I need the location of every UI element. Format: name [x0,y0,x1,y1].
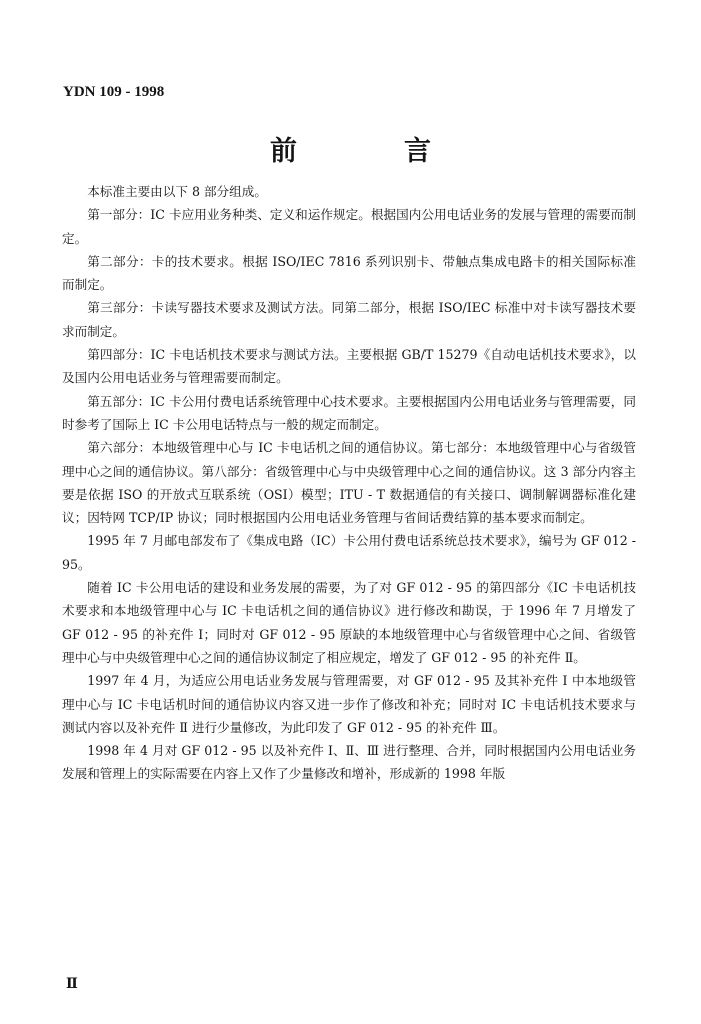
paragraph: 随着 IC 卡公用电话的建设和业务发展的需要，为了对 GF 012 - 95 的第四部分《IC 卡电话机技术要求和本地级管理中心与 IC 卡电话机之间的通信协议》进行修改和勘误，于 1996 年 7 月增发了 GF 012 - 95 的补充件 Ⅰ；同时对 GF 012 - 95 原缺的本地级管理中心与省级管理中心之间、省级管理中心与中央级管理中心之间的通信协议制定了相应规定，增发了 GF 012 - 95 的补充件 Ⅱ。 [62,580,636,665]
paragraph: 1997 年 4 月，为适应公用电话业务发展与管理需要，对 GF 012 - 95 及其补充件 Ⅰ 中本地级管理中心与 IC 卡电话机时间的通信协议内容又进一步作了修改和补充；同时对 IC 卡电话机技术要求与测试内容以及补充件 Ⅱ 进行少量修改，为此印发了 GF 012 - 95 的补充件 Ⅲ。 [62,673,636,735]
paragraph: 第四部分：IC 卡电话机技术要求与测试方法。主要根据 GB/T 15279《自动电话机技术要求》，以及国内公用电话业务与管理需要而制定。 [62,347,636,386]
paragraph: 本标准主要由以下 8 部分组成。 [87,184,267,199]
paragraph: 1998 年 4 月对 GF 012 - 95 以及补充件 Ⅰ、Ⅱ、Ⅲ 进行整理、合并，同时根据国内公用电话业务发展和管理上的实际需要在内容上又作了少量修改和增补，形成新的 1998 年版 [62,743,636,782]
paragraph: 第六部分：本地级管理中心与 IC 卡电话机之间的通信协议。第七部分：本地级管理中心与省级管理中心之间的通信协议。第八部分：省级管理中心与中央级管理中心之间的通信协议。这 3 部分内容主要是依据 ISO 的开放式互联系统（OSI）模型；ITU - T 数据通信的有关接口、调制解调器标准化建议；因特网 TCP/IP 协议；同时根据国内公用电话业务管理与省间话费结算的基本要求而制定。 [62,440,636,526]
body-text [62,180,636,786]
paragraph: 1995 年 7 月邮电部发布了《集成电路（IC）卡公用付费电话系统总技术要求》，编号为 GF 012 - 95。 [62,533,636,572]
paragraph: 第三部分：卡读写器技术要求及测试方法。同第二部分，根据 ISO/IEC 标准中对卡读写器技术要求而制定。 [62,300,636,339]
paragraph: 第一部分：IC 卡应用业务种类、定义和运作规定。根据国内公用电话业务的发展与管理的需要而制定。 [62,207,636,246]
paragraph: 第五部分：IC 卡公用付费电话系统管理中心技术要求。主要根据国内公用电话业务与管理需要，同时参考了国际上 IC 卡公用电话特点与一般的规定而制定。 [62,393,636,432]
page-number: Ⅱ [66,977,78,992]
paragraph: 第二部分：卡的技术要求。根据 ISO/IEC 7816 系列识别卡、带触点集成电路卡的相关国际标准而制定。 [62,253,636,293]
page-title: 前 言 [270,136,471,167]
document-code: YDN 109 - 1998 [63,84,165,100]
